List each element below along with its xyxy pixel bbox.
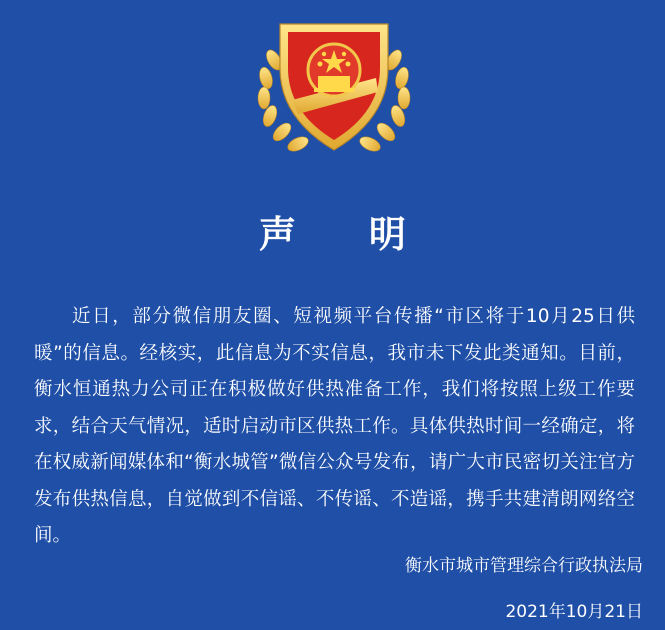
urban-management-emblem-icon — [252, 8, 416, 160]
issue-date: 2021年10月21日 — [505, 602, 643, 622]
statement-body: 近日，部分微信朋友圈、短视频平台传播“市区将于10月25日供暖”的信息。经核实，此信息为不实信息，我市未下发此类通知。目前，衡水恒通热力公司正在积极做好供热准备工作，我们将按照上级工作要求，结合天气情况，适时启动市区供热工作。具体供热时间一经确定，将在权威新闻媒体和“衡水城管”微信公众号发布，请广大市民密切关注官方发布供热信息，自觉做到不信谣、不传谣、不造谣，携手共建清朗网络空间。 — [34, 306, 635, 546]
page-title: 声 明 — [259, 213, 436, 256]
issuer-name: 衡水市城市管理综合行政执法局 — [405, 556, 643, 576]
